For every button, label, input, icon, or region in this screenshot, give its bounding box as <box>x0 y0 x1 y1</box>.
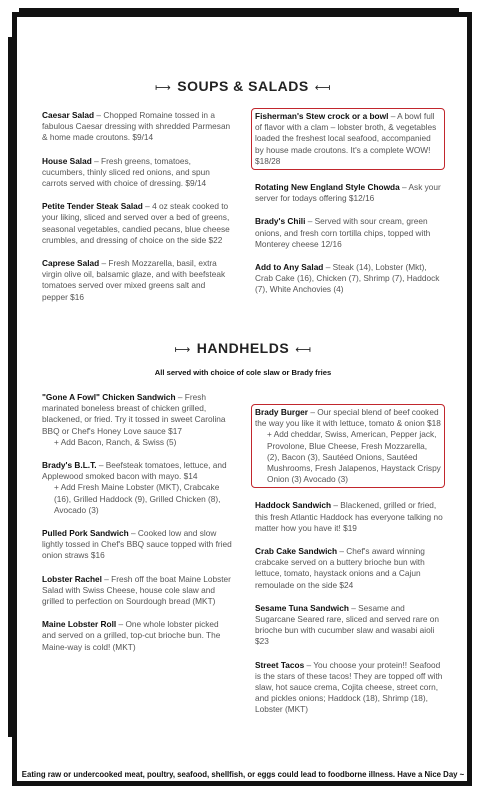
add-on-text: + Add Fresh Maine Lobster (MKT), Crabcake (16), Grilled Haddock (9), Grilled Chicken (8), Avocado (3) <box>54 482 221 515</box>
soups-left-column <box>42 110 232 315</box>
add-on-text: + Add cheddar, Swiss, American, Pepper jack, Provolone, Blue Cheese, Fresh Mozzarella, (2), Bacon (3), Sautéed Onions, Sautéed Mushrooms, Fresh Jalapenos, Haystack Crispy Onion (3) Avocado (3) <box>267 429 441 485</box>
soups-salads-header: ⟼ SOUPS & SALADS ⟻ <box>154 78 332 94</box>
handhelds-note: All served with choice of cole slaw or Brady fries <box>154 368 332 377</box>
menu-item-highlighted: Fisherman's Stew crock or a bowl – A bowl full of flavor with a clam – lobster broth, & vegetables loaded the freshest local seafood, accompanied by house made croutons. It's a complete WOW! $18/28 <box>251 108 445 170</box>
menu-item: Maine Lobster Roll – One whole lobster picked and served on a grilled, top-cut brioche bun. The Maine-way is cold! (MKT) <box>42 619 221 652</box>
menu-item: Rotating New England Style Chowda – Ask your server for todays offering $12/16 <box>255 182 441 204</box>
menu-item: Add to Any Salad – Steak (14), Lobster (Mkt), Crab Cake (16), Chicken (7), Shrimp (7), Haddock (7), White Anchovies (4) <box>255 262 440 295</box>
menu-item: Petite Tender Steak Salad – 4 oz steak cooked to your liking, sliced and served over a bed of greens, seasonal vegetables, candied pecans, blue cheese crumbles, and dressing of choice on the side $22 <box>42 201 230 245</box>
add-on-text: + Add Bacon, Ranch, & Swiss (5) <box>54 436 177 447</box>
menu-item: Caprese Salad – Fresh Mozzarella, basil, extra virgin olive oil, balsamic glaze, and with beefsteak tomatoes served over mixed greens salt and pepper $16 <box>42 258 226 302</box>
menu-item: Crab Cake Sandwich – Chef's award winning crabcake served on a buttery brioche bun with lettuce, tomato, haystack onions and a Cajun remoulade on the side $24 <box>255 546 425 590</box>
menu-item: House Salad – Fresh greens, tomatoes, cucumbers, thinly sliced red onions, and spun carrots served with choice of dressing. $9/14 <box>42 155 210 189</box>
handhelds-right-column <box>255 404 445 728</box>
menu-item: Sesame Tuna Sandwich – Sesame and Sugarcane Seared rare, sliced and served rare on brioche bun with cucumber slaw and wasabi aioli $23 <box>255 602 440 647</box>
menu-item: Street Tacos – You choose your protein!! Seafood is the stars of these tacos! They are topped off with slaw, hot sauce crema, Cojita cheese, street corn, and pickles onions; Haddock (18), Shrimp (18), Lobster (MKT) <box>255 659 443 715</box>
handhelds-header: ⟼ HANDHELDS ⟻ <box>174 340 312 356</box>
handhelds-left-column <box>42 392 232 665</box>
menu-item: Pulled Pork Sandwich – Cooked low and slow lightly tossed in Chef's BBQ sauce topped with fried onion straws $16 <box>42 528 232 561</box>
menu-item-highlighted: Brady Burger – Our special blend of beef cooked the way you like it with lettuce, tomato & onion $18 + Add cheddar, Swiss, American, Pepper jack, Provolone, Blue Cheese, Fresh Mozzarella, (2), Bacon (3), Sautéed Onions, Sautéed Mushrooms, Fresh Jalapenos, Haystack Crispy Onion (3) Avocado (3) <box>251 404 445 488</box>
menu-item: Brady's B.L.T. – Beefsteak tomatoes, lettuce, and Applewood smoked bacon with mayo. $14 + Add Fresh Maine Lobster (MKT), Crabcake (16), Grilled Haddock (9), Grilled Chicken (8), Avocado (3) <box>42 460 232 516</box>
menu-item: Lobster Rachel – Fresh off the boat Maine Lobster Salad with Swiss Cheese, house cole slaw and grilled to perfection on Sourdough bread (MKT) <box>42 573 231 607</box>
menu-item: Haddock Sandwich – Blackened, grilled or fried, this fresh Atlantic Haddock has everyone talking no matter how you have it! $19 <box>255 500 443 533</box>
menu-item: "Gone A Fowl" Chicken Sandwich – Fresh marinated boneless breast of chicken grilled, blackened, or fried. Try it tossed in sweet Carolina BBQ or Chef's Honey Love sauce $17 + Add Bacon, Ranch, & Swiss (5) <box>42 392 232 448</box>
soups-right-column <box>255 108 445 308</box>
menu-item: Brady's Chili – Served with sour cream, green onions, and fresh corn tortilla chips, topped with Monterey cheese 12/16 <box>255 216 431 249</box>
allergy-footer: Eating raw or undercooked meat, poultry, seafood, shellfish, or eggs could lead to foodborne illness. Have a Nice Day ~ <box>21 770 465 779</box>
menu-item: Caesar Salad – Chopped Romaine tossed in a fabulous Caesar dressing with shredded Parmesan & home made croutons. $9/14 <box>42 110 231 143</box>
